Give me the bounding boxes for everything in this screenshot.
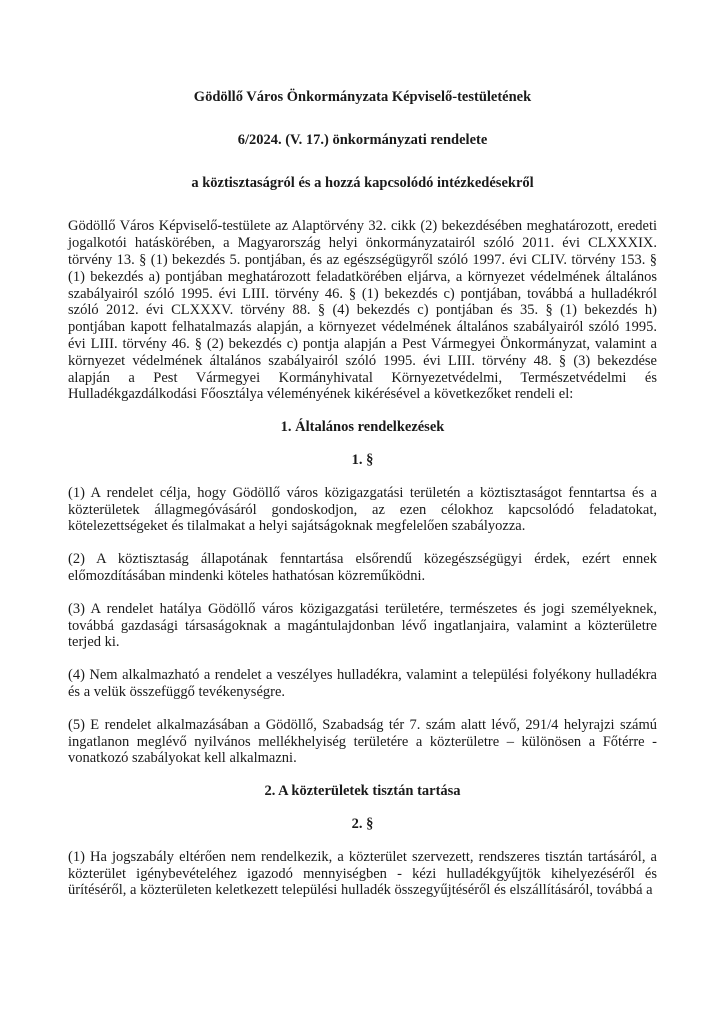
section-1-heading: 1. Általános rendelkezések: [280, 419, 445, 436]
preamble-paragraph: Gödöllő Város Képviselő-testülete az Alaptörvény 32. cikk (2) bekezdésében meghatározott, eredeti jogalkotói hatáskörében, a Magyarország helyi önkormányzatairól szóló 2011. évi CLXXXIX. törvény 13. § (1) bekezdés 5. pontjában, és az egészségügyről szóló 1997. évi CLIV. törvény 153. § (1) bekezdés a) pontjában meghatározott feladatkörében eljárva, a környezet védelmének általános szabályairól szóló 1995. évi LIII. törvény 46. § (1) bekezdés c) pontjában, továbbá a hulladékról szóló 2012. évi CLXXXV. törvény 88. § (4) bekezdés c) pontjában és 35. § (1) bekezdés h) pontjában kapott felhatalmazás alapján, a környezet védelmének általános szabályairól szóló 1995. évi LIII. törvény 46. § (2) bekezdés c) pontja alapján a Pest Vármegyei Önkormányzat, valamint a környezet védelmének általános szabályairól szóló 1995. évi LIII. törvény 48. § (3) bekezdése alapján a Pest Vármegyei Kormányhivatal Környezetvédelmi, Természetvédelmi és Hulladékgazdálkodási Főosztálya véleményének kikérésével a következőket rendeli el:: [68, 218, 657, 403]
document-authority-line: Gödöllő Város Önkormányzata Képviselő-testületének: [193, 89, 532, 105]
document-header: [68, 89, 657, 191]
article-2-paragraph-1: (1) Ha jogszabály eltérően nem rendelkezik, a közterület szervezett, rendszeres tisztán tartásáról, a közterület igénybevételéhez igazodó mennyiségben - kézi hulladékgyűjtök kihelyezéséről és ürítéséről, a közterületen keletkezett települési hulladék összegyűjtéséről és elszállításáról, továbbá a: [68, 848, 657, 899]
article-1-paragraph-3: (3) A rendelet hatálya Gödöllő város közigazgatási területére, természetes és jogi személyeknek, továbbá gazdasági társaságoknak a magántulajdonban lévő ingatlanjaira, valamint a közterületre terjed ki.: [68, 600, 657, 651]
section-2-heading: 2. A közterületek tisztán tartása: [264, 783, 461, 800]
document-decree-number-line: 6/2024. (V. 17.) önkormányzati rendelete: [237, 131, 488, 148]
article-2-number: 2. §: [351, 815, 374, 832]
article-1-paragraph-5: (5) E rendelet alkalmazásában a Gödöllő, Szabadság tér 7. szám alatt lévő, 291/4 helyrajzi számú ingatlanon meglévő nyilvános mellékhelyiség területére a közterületre – különösen a Főtérre - vonatkozó szabályokat kell alkalmazni.: [68, 716, 657, 767]
article-1-paragraph-1: (1) A rendelet célja, hogy Gödöllő város közigazgatási területén a köztisztaságot fenntartsa és a közterületek állagmegóvásáról gondoskodjon, az ezen célokhoz kapcsolódó feladatokat, kötelezettségeket és tilalmakat a helyi sajátságoknak megfelelően szabályozza.: [68, 484, 657, 535]
document-subject-line: a köztisztaságról és a hozzá kapcsolódó intézkedésekről: [191, 174, 534, 191]
article-1-paragraph-4: (4) Nem alkalmazható a rendelet a veszélyes hulladékra, valamint a települési folyékony hulladékra és a velük összefüggő tevékenységre.: [68, 667, 657, 700]
article-1-number: 1. §: [351, 451, 374, 468]
article-1-paragraph-2: (2) A köztisztaság állapotának fenntartása elsőrendű közegészségügyi érdek, ezért ennek előmozdításában mindenki köteles hathatósan közreműködni.: [68, 551, 657, 584]
